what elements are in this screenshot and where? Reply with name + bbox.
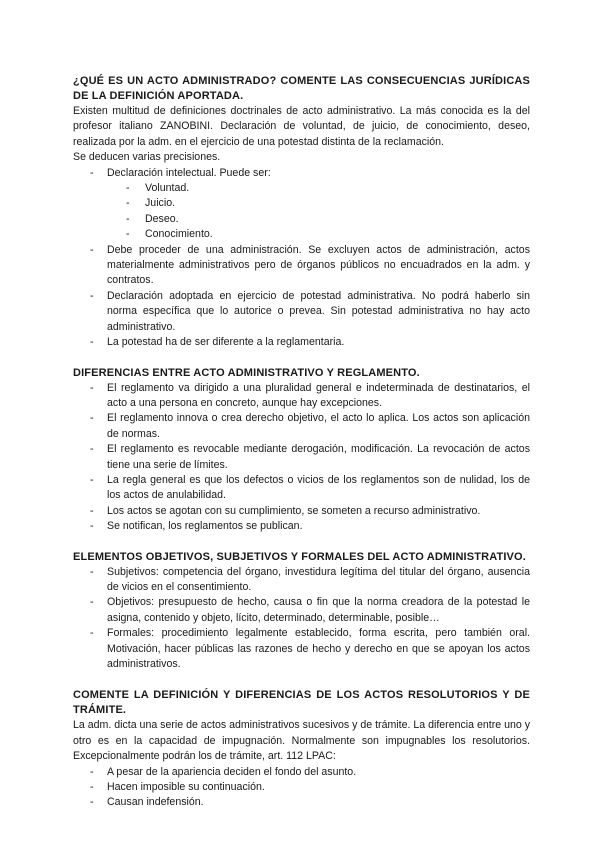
list-item: - El reglamento innova o crea derecho objetivo, el acto lo aplica. Los actos son aplicación de normas.: [73, 411, 530, 442]
section-4-intro: La adm. dicta una serie de actos administrativos sucesivos y de trámite. La diferencia entre uno y otro es en la capacidad de impugnación. Normalmente son impugnables los resolutorios. Excepcionalmente podrán los de trámite, art. 112 LPAC:: [73, 719, 530, 763]
list-item: [73, 166, 530, 243]
section-2-heading: DIFERENCIAS ENTRE ACTO ADMINISTRATIVO Y REGLAMENTO.: [73, 366, 420, 379]
list-item: - A pesar de la apariencia deciden el fondo del asunto.: [73, 765, 530, 780]
section-1-sublist: [73, 181, 530, 243]
section-2-list: [73, 381, 530, 535]
section-3-heading: ELEMENTOS OBJETIVOS, SUBJETIVOS Y FORMALES DEL ACTO ADMINISTRATIVO.: [73, 550, 526, 563]
section-3-list: [73, 565, 530, 673]
document-page: [73, 74, 530, 811]
list-item: - Se notifican, los reglamentos se publican.: [73, 519, 530, 534]
sublist-item: - Voluntad.: [73, 181, 530, 196]
section-4-list: [73, 765, 530, 811]
list-item: - La regla general es que los defectos o vicios de los reglamentos son de nulidad, los de los actos de anulabilidad.: [73, 473, 530, 504]
list-item: - Objetivos: presupuesto de hecho, causa o fin que la norma creadora de la potestad le asigna, contenido y objeto, lícito, determinado, determinable, posible…: [73, 595, 530, 626]
list-item: - El reglamento es revocable mediante derogación, modificación. La revocación de actos tiene una serie de límites.: [73, 442, 530, 473]
sublist-item: - Juicio.: [73, 196, 530, 211]
section-1-intro: Existen multitud de definiciones doctrinales de acto administrativo. La más conocida es la del profesor italiano ZANOBINI. Declaración de voluntad, de juicio, de conocimiento, deseo, realizada por la adm. en el ejercicio de una potestad distinta de la reclamación.: [73, 105, 530, 148]
section-1-list: [73, 166, 530, 351]
list-item: - Hacen imposible su continuación.: [73, 780, 530, 795]
list-item: - Los actos se agotan con su cumplimiento, se someten a recurso administrativo.: [73, 504, 530, 519]
list-item: - Declaración adoptada en ejercicio de potestad administrativa. No podrá haberlo sin norma específica que lo autorice o prevea. Sin potestad administrativa no hay acto administrativo.: [73, 289, 530, 335]
sublist-item: - Conocimiento.: [73, 227, 530, 242]
list-item: - Subjetivos: competencia del órgano, investidura legítima del titular del órgano, ausencia de vicios en el consentimiento.: [73, 565, 530, 596]
section-4-heading: COMENTE LA DEFINICIÓN Y DIFERENCIAS DE LOS ACTOS RESOLUTORIOS Y DE TRÁMITE.: [73, 689, 530, 717]
sublist-item: - Deseo.: [73, 212, 530, 227]
list-item: - Debe proceder de una administración. Se excluyen actos de administración, actos materialmente administrativos pero de órganos públicos no encuadrados en la adm. y contratos.: [73, 243, 530, 289]
list-item: - La potestad ha de ser diferente a la reglamentaria.: [73, 335, 530, 350]
section-1-intro-2: Se deducen varias precisiones.: [73, 151, 221, 164]
list-item: - Formales: procedimiento legalmente establecido, forma escrita, pero también oral. Motivación, hacer públicas las razones de hecho y derecho en que se apoyan los actos administrativos.: [73, 626, 530, 672]
list-item-text: Declaración intelectual. Puede ser:: [107, 166, 271, 179]
section-1-heading: ¿QUÉ ES UN ACTO ADMINISTRADO? COMENTE LAS CONSECUENCIAS JURÍDICAS DE LA DEFINICIÓN APORTADA.: [73, 75, 530, 102]
list-item: - Causan indefensión.: [73, 795, 530, 810]
list-item: - El reglamento va dirigido a una pluralidad general e indeterminada de destinatarios, el acto a una persona en concreto, aunque hay excepciones.: [73, 381, 530, 412]
